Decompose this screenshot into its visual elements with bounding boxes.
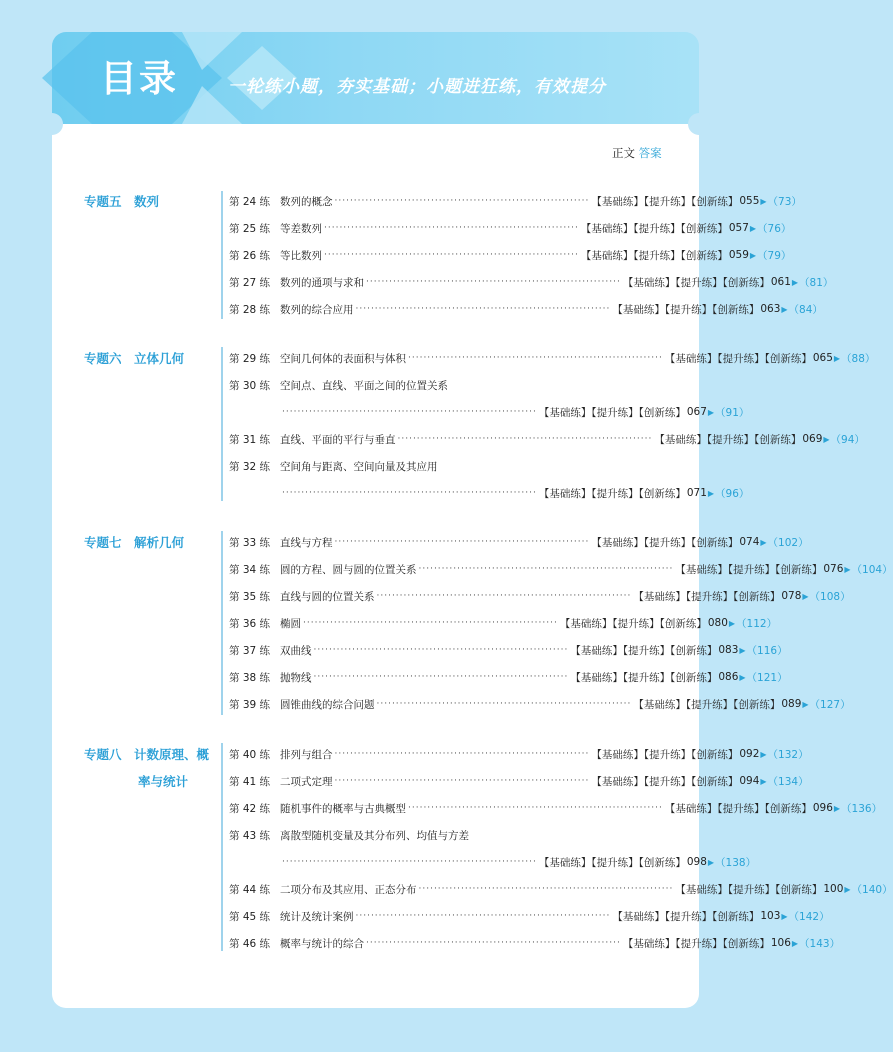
lesson-title: 统计及统计案例: [280, 910, 354, 923]
leader-dots: ··································································: [334, 537, 590, 547]
lesson-title: 空间几何体的表面积与体积: [280, 352, 406, 365]
page-number: 103: [760, 910, 781, 922]
toc-row[interactable]: [229, 246, 792, 264]
page-number: 089: [781, 698, 802, 710]
answer-page: （76）: [757, 222, 792, 235]
section-divider-8: [221, 743, 223, 951]
lesson-title: 排列与组合: [280, 748, 333, 761]
toc-row[interactable]: [229, 457, 671, 475]
section-divider-7: [221, 531, 223, 715]
lesson-number: 第 30 练: [229, 379, 271, 392]
card-notch-right: [688, 113, 710, 135]
answer-page: （81）: [799, 276, 834, 289]
arrow-right-icon: ▶: [833, 803, 841, 813]
practice-tags: 【基础练】【提升练】【创新练】: [654, 433, 802, 446]
page-number: 061: [770, 276, 791, 288]
page-number: 063: [760, 303, 781, 315]
practice-tags: 【基础练】【提升练】【创新练】: [675, 883, 823, 896]
arrow-right-icon: ▶: [833, 353, 841, 363]
page-number: 098: [686, 856, 707, 868]
answer-page: （121）: [746, 671, 788, 684]
leader-dots: ··································································: [418, 564, 674, 574]
toc-row-continuation[interactable]: [229, 403, 750, 421]
section-divider-6: [221, 347, 223, 501]
answer-page: （102）: [767, 536, 809, 549]
lesson-number: 第 26 练: [229, 249, 271, 262]
arrow-right-icon: ▶: [844, 884, 851, 894]
lesson-title: 数列的概念: [280, 195, 333, 208]
lesson-number: 第 39 练: [229, 698, 271, 711]
arrow-right-icon: ▶: [728, 618, 736, 628]
page-number: 057: [728, 222, 749, 234]
answer-page: （134）: [767, 775, 809, 788]
toc-row-continuation[interactable]: [229, 484, 750, 502]
practice-tags: 【基础练】【提升练】【创新练】: [633, 698, 781, 711]
lesson-number: 第 40 练: [229, 748, 271, 761]
lesson-title: 数列的通项与求和: [280, 276, 364, 289]
answer-page: （138）: [715, 856, 757, 869]
toc-row[interactable]: [229, 219, 792, 237]
toc-row[interactable]: [229, 587, 851, 605]
practice-tags: 【基础练】【提升练】【创新练】: [664, 352, 812, 365]
lesson-number: 第 32 练: [229, 460, 271, 473]
lesson-number: 第 29 练: [229, 352, 271, 365]
arrow-right-icon: ▶: [791, 938, 799, 948]
answer-page: （112）: [736, 617, 778, 630]
lesson-number: 第 38 练: [229, 671, 271, 684]
arrow-right-icon: ▶: [781, 911, 788, 921]
lesson-title: 直线、平面的平行与垂直: [280, 433, 396, 446]
answer-page: （104）: [851, 563, 893, 576]
lesson-title: 圆的方程、圆与圆的位置关系: [280, 563, 417, 576]
answer-page: （84）: [788, 303, 823, 316]
toc-row[interactable]: [229, 695, 851, 713]
lesson-number: 第 44 练: [229, 883, 271, 896]
page-number: 065: [812, 352, 833, 364]
toc-row[interactable]: [229, 430, 865, 448]
section-label-6: 专题六 立体几何: [84, 351, 185, 366]
answer-page: （143）: [799, 937, 841, 950]
lesson-title: 概率与统计的综合: [280, 937, 364, 950]
toc-row[interactable]: [229, 641, 788, 659]
lesson-title: 二项分布及其应用、正态分布: [280, 883, 417, 896]
practice-tags: 【基础练】【提升练】【创新练】: [570, 644, 718, 657]
answer-page: （132）: [767, 748, 809, 761]
arrow-right-icon: ▶: [802, 591, 809, 601]
leader-dots: ··································································: [282, 857, 537, 867]
leader-dots: ··································································: [313, 645, 569, 655]
arrow-right-icon: ▶: [823, 434, 830, 444]
arrow-right-icon: ▶: [760, 537, 767, 547]
leader-dots: ··································································: [282, 488, 537, 498]
toc-row[interactable]: [229, 668, 788, 686]
leader-dots: ··································································: [355, 304, 611, 314]
practice-tags: 【基础练】【提升练】【创新练】: [580, 249, 728, 262]
toc-row[interactable]: [229, 880, 893, 898]
lesson-title: 随机事件的概率与古典概型: [280, 802, 406, 815]
practice-tags: 【基础练】【提升练】【创新练】: [675, 563, 823, 576]
lesson-number: 第 35 练: [229, 590, 271, 603]
leader-dots: ··································································: [334, 776, 590, 786]
practice-tags: 【基础练】【提升练】【创新练】: [580, 222, 728, 235]
practice-tags: 【基础练】【提升练】【创新练】: [664, 802, 812, 815]
practice-tags: 【基础练】【提升练】【创新练】: [591, 195, 739, 208]
page-number: 067: [686, 406, 707, 418]
leader-dots: ··································································: [324, 250, 579, 260]
practice-tags: 【基础练】【提升练】【创新练】: [591, 748, 739, 761]
arrow-right-icon: ▶: [760, 196, 767, 206]
answer-page: （79）: [757, 249, 792, 262]
lesson-number: 第 27 练: [229, 276, 271, 289]
section-label-8-cont: 率与统计: [138, 774, 189, 789]
section-label-8: 专题八 计数原理、概: [84, 747, 210, 762]
lesson-number: 第 25 练: [229, 222, 271, 235]
lesson-number: 第 24 练: [229, 195, 271, 208]
leader-dots: ··································································: [303, 618, 558, 628]
arrow-right-icon: ▶: [749, 223, 757, 233]
answer-page: （94）: [830, 433, 865, 446]
arrow-right-icon: ▶: [707, 488, 715, 498]
toc-row[interactable]: [229, 772, 809, 790]
toc-row[interactable]: [229, 192, 802, 210]
toc-row[interactable]: [229, 273, 834, 291]
page-number: 059: [728, 249, 749, 261]
arrow-right-icon: ▶: [781, 304, 788, 314]
answer-page: （142）: [788, 910, 830, 923]
page-number: 069: [802, 433, 823, 445]
lesson-number: 第 43 练: [229, 829, 271, 842]
page-number: 083: [718, 644, 739, 656]
toc-row[interactable]: [229, 934, 841, 952]
toc-row[interactable]: [229, 826, 671, 844]
practice-tags: 【基础练】【提升练】【创新练】: [591, 775, 739, 788]
lesson-number: 第 46 练: [229, 937, 271, 950]
arrow-right-icon: ▶: [844, 564, 851, 574]
practice-tags: 【基础练】【提升练】【创新练】: [538, 487, 686, 500]
arrow-right-icon: ▶: [707, 407, 715, 417]
arrow-right-icon: ▶: [760, 776, 767, 786]
leader-dots: ··································································: [418, 884, 674, 894]
page-number: 100: [823, 883, 844, 895]
lesson-title: 等差数列: [280, 222, 322, 235]
lesson-title: 空间点、直线、平面之间的位置关系: [280, 379, 448, 392]
toc-row[interactable]: [229, 614, 778, 632]
leader-dots: ··································································: [334, 196, 590, 206]
practice-tags: 【基础练】【提升练】【创新练】: [612, 303, 760, 316]
arrow-right-icon: ▶: [749, 250, 757, 260]
page-title: 目录: [100, 57, 178, 100]
lesson-title: 双曲线: [280, 644, 312, 657]
page-number: 080: [707, 617, 728, 629]
leader-dots: ··································································: [355, 911, 611, 921]
practice-tags: 【基础练】【提升练】【创新练】: [612, 910, 760, 923]
page-number: 106: [770, 937, 791, 949]
leader-dots: ··································································: [376, 699, 632, 709]
page-number: 094: [739, 775, 760, 787]
lesson-number: 第 37 练: [229, 644, 271, 657]
lesson-title: 二项式定理: [280, 775, 333, 788]
practice-tags: 【基础练】【提升练】【创新练】: [538, 856, 686, 869]
arrow-right-icon: ▶: [760, 749, 767, 759]
toc-row[interactable]: [229, 533, 809, 551]
lesson-title: 直线与方程: [280, 536, 333, 549]
lesson-title: 等比数列: [280, 249, 322, 262]
section-label-5: 专题五 数列: [84, 194, 160, 209]
lesson-number: 第 45 练: [229, 910, 271, 923]
lesson-title: 数列的综合应用: [280, 303, 354, 316]
arrow-right-icon: ▶: [739, 645, 746, 655]
practice-tags: 【基础练】【提升练】【创新练】: [538, 406, 686, 419]
answer-page: （91）: [715, 406, 750, 419]
answer-page: （127）: [809, 698, 851, 711]
card-notch-left: [41, 113, 63, 135]
toc-row[interactable]: [229, 349, 876, 367]
page-number: 055: [739, 195, 760, 207]
column-header: [612, 145, 662, 161]
page-number: 071: [686, 487, 707, 499]
practice-tags: 【基础练】【提升练】【创新练】: [622, 937, 770, 950]
leader-dots: ··································································: [408, 353, 663, 363]
arrow-right-icon: ▶: [739, 672, 746, 682]
leader-dots: ··································································: [366, 277, 621, 287]
lesson-title: 抛物线: [280, 671, 312, 684]
answer-page: （73）: [767, 195, 802, 208]
answer-page: （136）: [841, 802, 883, 815]
toc-row[interactable]: [229, 745, 809, 763]
lesson-number: 第 33 练: [229, 536, 271, 549]
page-number: 074: [739, 536, 760, 548]
column-header-answer: 答案: [638, 146, 662, 160]
toc-row[interactable]: [229, 376, 671, 394]
leader-dots: ··································································: [282, 407, 537, 417]
toc-row[interactable]: [229, 560, 893, 578]
toc-row[interactable]: [229, 907, 830, 925]
leader-dots: ··································································: [324, 223, 579, 233]
arrow-right-icon: ▶: [791, 277, 799, 287]
page-slogan: 一轮练小题，夯实基础；小题进狂练，有效提分: [228, 77, 606, 97]
lesson-title: 圆锥曲线的综合问题: [280, 698, 375, 711]
lesson-number: 第 41 练: [229, 775, 271, 788]
toc-row-continuation[interactable]: [229, 853, 757, 871]
lesson-title: 椭圆: [280, 617, 301, 630]
lesson-title: 离散型随机变量及其分布列、均值与方差: [280, 829, 469, 842]
toc-row[interactable]: [229, 799, 883, 817]
page-number: 076: [823, 563, 844, 575]
practice-tags: 【基础练】【提升练】【创新练】: [633, 590, 781, 603]
answer-page: （96）: [715, 487, 750, 500]
leader-dots: ··································································: [313, 672, 569, 682]
lesson-number: 第 28 练: [229, 303, 271, 316]
column-header-main: 正文: [612, 146, 635, 160]
answer-page: （108）: [809, 590, 851, 603]
arrow-right-icon: ▶: [802, 699, 809, 709]
practice-tags: 【基础练】【提升练】【创新练】: [570, 671, 718, 684]
leader-dots: ··································································: [366, 938, 621, 948]
practice-tags: 【基础练】【提升练】【创新练】: [559, 617, 707, 630]
leader-dots: ··································································: [397, 434, 653, 444]
lesson-number: 第 36 练: [229, 617, 271, 630]
lesson-title: 空间角与距离、空间向量及其应用: [280, 460, 438, 473]
lesson-number: 第 34 练: [229, 563, 271, 576]
page-number: 096: [812, 802, 833, 814]
lesson-number: 第 42 练: [229, 802, 271, 815]
answer-page: （140）: [851, 883, 893, 896]
page-number: 092: [739, 748, 760, 760]
answer-page: （88）: [841, 352, 876, 365]
page-number: 078: [781, 590, 802, 602]
lesson-title: 直线与圆的位置关系: [280, 590, 375, 603]
section-divider-5: [221, 191, 223, 319]
section-label-7: 专题七 解析几何: [84, 535, 185, 550]
practice-tags: 【基础练】【提升练】【创新练】: [622, 276, 770, 289]
arrow-right-icon: ▶: [707, 857, 715, 867]
leader-dots: ··································································: [408, 803, 663, 813]
practice-tags: 【基础练】【提升练】【创新练】: [591, 536, 739, 549]
answer-page: （116）: [746, 644, 788, 657]
toc-row[interactable]: [229, 300, 823, 318]
page-number: 086: [718, 671, 739, 683]
leader-dots: ··································································: [376, 591, 632, 601]
lesson-number: 第 31 练: [229, 433, 271, 446]
leader-dots: ··································································: [334, 749, 590, 759]
